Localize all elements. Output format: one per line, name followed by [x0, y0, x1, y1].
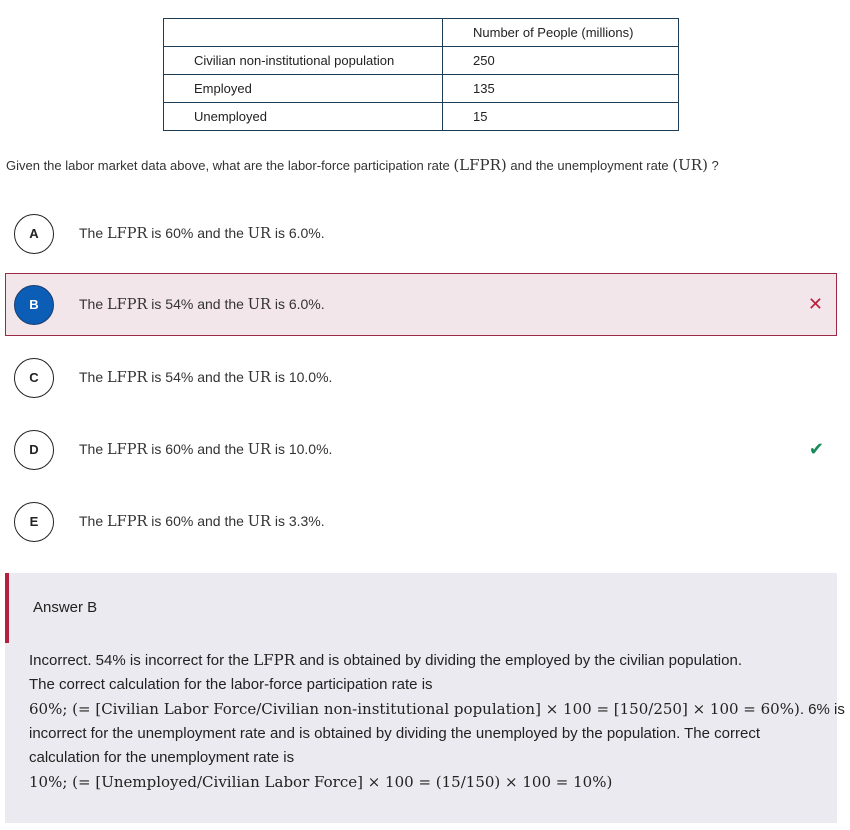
feedback-title: Answer B: [33, 599, 98, 616]
math-ur: (UR): [672, 156, 708, 174]
option-text: The LFPR is 60% and the UR is 10.0%.: [79, 441, 333, 458]
table-cell-value: 15: [443, 103, 679, 131]
correct-check-icon: ✔: [808, 439, 824, 459]
table-cell-value: 135: [443, 75, 679, 103]
labor-data-table: [163, 18, 679, 131]
option-letter-badge[interactable]: C: [14, 358, 54, 398]
feedback-accent-bar: [5, 573, 9, 643]
table-cell-label: Employed: [164, 75, 443, 103]
answer-feedback-panel: [5, 573, 845, 823]
option-text: The LFPR is 54% and the UR is 6.0%.: [79, 296, 325, 313]
answer-option-b[interactable]: [5, 273, 837, 336]
ur-formula: 10%; (= [Unemployed/Civilian Labor Force] × 100 = (15/150) × 100 = 10%): [29, 773, 613, 791]
table-row: [164, 103, 679, 131]
option-text: The LFPR is 60% and the UR is 6.0%.: [79, 225, 325, 242]
table-cell-label: Unemployed: [164, 103, 443, 131]
question-text: Given the labor market data above, what are the labor-force participation rate (LFPR) and the unemployment rate (UR) ?: [6, 156, 719, 174]
answer-option-a[interactable]: [5, 202, 837, 265]
table-cell-value: 250: [443, 47, 679, 75]
feedback-explanation: Incorrect. 54% is incorrect for the LFPR and is obtained by dividing the employed by the civilian population. The correct calculation for the labor-force participation rate is 60%; (= [Civilian Labor Force/Civilian non-institutional population] × 100 = [150/250] × 100 = 60%). 6% is incorrect for the unemployment rate and is obtained by dividing the unemployed by the population. The correct calculation for the unemployment rate is 10%; (= [Unemployed/Civilian Labor Force] × 100 = (15/150) × 100 = 10%): [29, 651, 845, 791]
table-cell-label: Civilian non-institutional population: [164, 47, 443, 75]
table-row: [164, 75, 679, 103]
option-letter-badge[interactable]: B: [14, 285, 54, 325]
answer-option-e[interactable]: [5, 490, 837, 553]
table-header-row: [164, 19, 679, 47]
table-header-cell: Number of People (millions): [443, 19, 679, 47]
lfpr-formula: 60%; (= [Civilian Labor Force/Civilian non-institutional population] × 100 = [150/250] × 100 = 60%): [29, 700, 800, 718]
option-text: The LFPR is 54% and the UR is 10.0%.: [79, 369, 333, 386]
answer-option-c[interactable]: [5, 346, 837, 409]
incorrect-x-icon: ✕: [807, 294, 823, 314]
option-letter-badge[interactable]: D: [14, 430, 54, 470]
option-letter-badge[interactable]: A: [14, 214, 54, 254]
table-header-cell: [164, 19, 443, 47]
option-letter-badge[interactable]: E: [14, 502, 54, 542]
table-row: [164, 47, 679, 75]
answer-option-d[interactable]: [5, 418, 837, 481]
option-text: The LFPR is 60% and the UR is 3.3%.: [79, 513, 325, 530]
math-lfpr: (LFPR): [453, 156, 507, 174]
